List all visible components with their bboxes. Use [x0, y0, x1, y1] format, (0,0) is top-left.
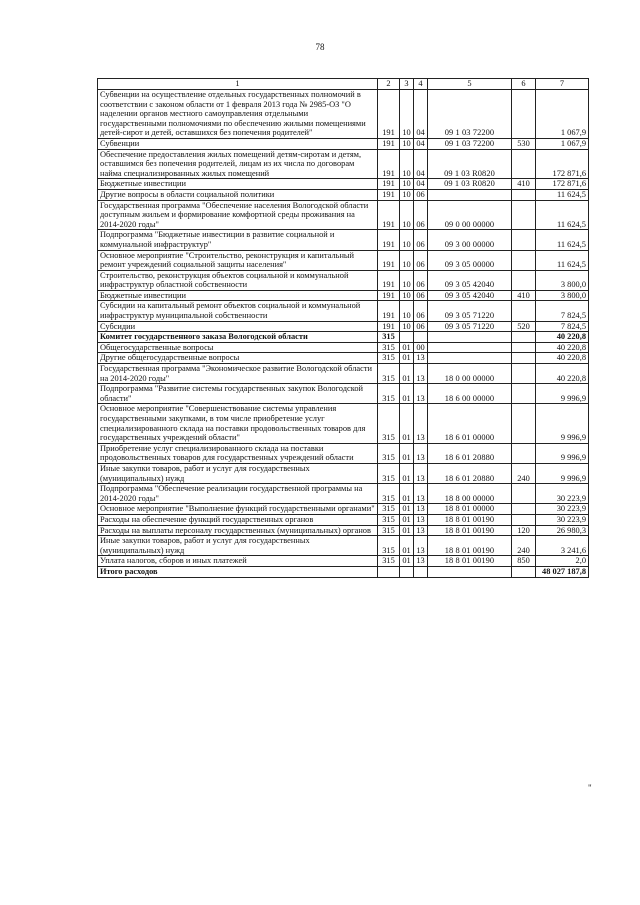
amount: 9 996,9: [536, 404, 589, 443]
table-row: [98, 364, 589, 384]
row-name: Приобретение услуг специализированного склада на поставки продовольственных товаров для государственных учреждений области: [98, 443, 378, 463]
table-row: [98, 443, 589, 463]
table-row: [98, 250, 589, 270]
amount: 3 800,0: [536, 290, 589, 301]
ministry-code: 191: [378, 90, 400, 139]
subsection-code: 04: [414, 179, 428, 190]
subsection-code: 00: [414, 342, 428, 353]
ministry-code: 191: [378, 138, 400, 149]
target-article-code: 09 3 05 71220: [428, 321, 512, 332]
ministry-code: 315: [378, 514, 400, 525]
subsection-code: 06: [414, 290, 428, 301]
row-name: Субвенции на осуществление отдельных государственных полномочий в соответствии с законом области от 1 февраля 2013 года № 2985-ОЗ "О наделении органов местного самоуправления отдельными государственными полномочиями по обеспечению жилыми помещениями детей-сирот и детей, оставшихся без попечения родителей": [98, 90, 378, 139]
section-code: 01: [400, 443, 414, 463]
table-row: [98, 484, 589, 504]
section-code: 01: [400, 404, 414, 443]
target-article-code: 09 1 03 R0820: [428, 149, 512, 179]
ministry-code: [378, 566, 400, 577]
expense-type-code: [512, 504, 536, 515]
amount: 9 996,9: [536, 384, 589, 404]
expense-type-code: 240: [512, 536, 536, 556]
ministry-code: 315: [378, 353, 400, 364]
section-code: 10: [400, 321, 414, 332]
target-article-code: 18 6 01 20880: [428, 463, 512, 483]
expense-type-code: [512, 200, 536, 230]
subsection-code: 06: [414, 301, 428, 321]
amount: 1 067,9: [536, 138, 589, 149]
subsection-code: 13: [414, 484, 428, 504]
subsection-code: 13: [414, 463, 428, 483]
row-name: Подпрограмма "Обеспечение реализации государственной программы на 2014-2020 годы": [98, 484, 378, 504]
row-name: Подпрограмма "Развитие системы государственных закупок Вологодской области": [98, 384, 378, 404]
row-name: Бюджетные инвестиции: [98, 290, 378, 301]
expense-type-code: [512, 443, 536, 463]
row-name: Основное мероприятие "Строительство, реконструкция и капитальный ремонт учреждений социальной защиты населения": [98, 250, 378, 270]
section-code: 01: [400, 514, 414, 525]
target-article-code: 18 8 00 00000: [428, 484, 512, 504]
section-code: 01: [400, 525, 414, 536]
subsection-code: 13: [414, 514, 428, 525]
target-article-code: 09 1 03 R0820: [428, 179, 512, 190]
subsection-code: 13: [414, 443, 428, 463]
target-article-code: 09 3 05 42040: [428, 290, 512, 301]
expense-type-code: [512, 301, 536, 321]
table-row: [98, 321, 589, 332]
closing-quote: ": [588, 783, 592, 793]
ministry-code: 315: [378, 443, 400, 463]
amount: 11 624,5: [536, 189, 589, 200]
amount: 7 824,5: [536, 301, 589, 321]
row-name: Субвенции: [98, 138, 378, 149]
section-code: 01: [400, 364, 414, 384]
ministry-code: 191: [378, 321, 400, 332]
expense-type-code: [512, 353, 536, 364]
amount: 30 223,9: [536, 514, 589, 525]
expense-type-code: [512, 189, 536, 200]
target-article-code: 18 8 01 00190: [428, 514, 512, 525]
expense-type-code: [512, 90, 536, 139]
expense-type-code: [512, 250, 536, 270]
budget-table: [97, 78, 589, 578]
ministry-code: 191: [378, 189, 400, 200]
section-code: 01: [400, 484, 414, 504]
target-article-code: 09 3 05 00000: [428, 250, 512, 270]
subsection-code: 04: [414, 138, 428, 149]
table-row: [98, 463, 589, 483]
row-name: Государственная программа "Экономическое развитие Вологодской области на 2014-2020 годы": [98, 364, 378, 384]
row-name: Уплата налогов, сборов и иных платежей: [98, 556, 378, 567]
target-article-code: 09 3 05 71220: [428, 301, 512, 321]
expense-type-code: [512, 404, 536, 443]
table-row: [98, 332, 589, 343]
subsection-code: 13: [414, 353, 428, 364]
amount: 3 241,6: [536, 536, 589, 556]
section-code: 01: [400, 463, 414, 483]
section-code: 01: [400, 536, 414, 556]
subsection-code: [414, 332, 428, 343]
subsection-code: 13: [414, 556, 428, 567]
target-article-code: 09 3 05 42040: [428, 270, 512, 290]
ministry-code: 191: [378, 270, 400, 290]
section-code: 01: [400, 342, 414, 353]
table-row: [98, 270, 589, 290]
row-name: Другие общегосударственные вопросы: [98, 353, 378, 364]
ministry-code: 315: [378, 332, 400, 343]
ministry-code: 315: [378, 536, 400, 556]
target-article-code: [428, 189, 512, 200]
column-number: 3: [400, 79, 414, 90]
ministry-code: 315: [378, 484, 400, 504]
table-row: [98, 290, 589, 301]
amount: 40 220,8: [536, 342, 589, 353]
expense-type-code: 410: [512, 179, 536, 190]
amount: 30 223,9: [536, 504, 589, 515]
ministry-code: 315: [378, 525, 400, 536]
subsection-code: 06: [414, 230, 428, 250]
row-name: Основное мероприятие "Совершенствование системы управления государственными закупками, в том числе приобретение услуг специализированного склада на поставки продовольственных товаров для государственных учреждений области": [98, 404, 378, 443]
table-row: [98, 556, 589, 567]
expense-type-code: [512, 332, 536, 343]
table-row: [98, 200, 589, 230]
amount: 26 980,3: [536, 525, 589, 536]
subsection-code: 13: [414, 364, 428, 384]
amount: 1 067,9: [536, 90, 589, 139]
table-row: [98, 514, 589, 525]
target-article-code: 18 6 00 00000: [428, 384, 512, 404]
section-code: 10: [400, 270, 414, 290]
section-code: 10: [400, 149, 414, 179]
column-number: 1: [98, 79, 378, 90]
ministry-code: 191: [378, 200, 400, 230]
subsection-code: 13: [414, 384, 428, 404]
subsection-code: 13: [414, 504, 428, 515]
table-row: [98, 179, 589, 190]
expense-type-code: [512, 342, 536, 353]
subsection-code: [414, 566, 428, 577]
table-row: [98, 149, 589, 179]
ministry-code: 315: [378, 384, 400, 404]
amount: 2,0: [536, 556, 589, 567]
table-row: [98, 536, 589, 556]
row-name: Строительство, реконструкция объектов социальной и коммунальной инфраструктур областной собственности: [98, 270, 378, 290]
amount: 11 624,5: [536, 250, 589, 270]
column-number: 5: [428, 79, 512, 90]
target-article-code: 18 8 01 00190: [428, 525, 512, 536]
section-code: 10: [400, 189, 414, 200]
expense-type-code: [512, 484, 536, 504]
section-code: 10: [400, 290, 414, 301]
column-number: 6: [512, 79, 536, 90]
expense-type-code: [512, 384, 536, 404]
table-row: [98, 230, 589, 250]
ministry-code: 315: [378, 504, 400, 515]
ministry-code: 191: [378, 230, 400, 250]
section-code: 10: [400, 179, 414, 190]
target-article-code: 18 8 01 00190: [428, 556, 512, 567]
ministry-code: 191: [378, 301, 400, 321]
section-code: 10: [400, 230, 414, 250]
table-row: [98, 353, 589, 364]
ministry-code: 315: [378, 463, 400, 483]
ministry-code: 315: [378, 556, 400, 567]
amount: 3 800,0: [536, 270, 589, 290]
row-name: Иные закупки товаров, работ и услуг для государственных (муниципальных) нужд: [98, 463, 378, 483]
subsection-code: 06: [414, 270, 428, 290]
subsection-code: 06: [414, 189, 428, 200]
subsection-code: 06: [414, 200, 428, 230]
ministry-code: 315: [378, 342, 400, 353]
row-name: Подпрограмма "Бюджетные инвестиции в развитие социальной и коммунальной инфраструктур": [98, 230, 378, 250]
section-code: 01: [400, 353, 414, 364]
ministry-code: 191: [378, 179, 400, 190]
target-article-code: 09 3 00 00000: [428, 230, 512, 250]
subsection-code: 06: [414, 321, 428, 332]
expense-type-code: 240: [512, 463, 536, 483]
section-code: 01: [400, 504, 414, 515]
row-name: Расходы на выплаты персоналу государственных (муниципальных) органов: [98, 525, 378, 536]
row-name: Субсидии на капитальный ремонт объектов социальной и коммунальной инфраструктур муниципальной собственности: [98, 301, 378, 321]
amount: 48 027 187,8: [536, 566, 589, 577]
table-row: [98, 384, 589, 404]
table-row: [98, 404, 589, 443]
table-row: [98, 301, 589, 321]
expense-type-code: [512, 230, 536, 250]
target-article-code: [428, 332, 512, 343]
expense-type-code: 530: [512, 138, 536, 149]
row-name: Расходы на обеспечение функций государственных органов: [98, 514, 378, 525]
ministry-code: 315: [378, 364, 400, 384]
target-article-code: 09 1 03 72200: [428, 90, 512, 139]
amount: 7 824,5: [536, 321, 589, 332]
table-row: [98, 138, 589, 149]
row-name: Другие вопросы в области социальной политики: [98, 189, 378, 200]
amount: 30 223,9: [536, 484, 589, 504]
subsection-code: 13: [414, 404, 428, 443]
section-code: 01: [400, 384, 414, 404]
subsection-code: 04: [414, 149, 428, 179]
page-number: 78: [315, 42, 325, 52]
row-name: Комитет государственного заказа Вологодской области: [98, 332, 378, 343]
target-article-code: 09 1 03 72200: [428, 138, 512, 149]
expense-type-code: [512, 270, 536, 290]
row-name: Государственная программа "Обеспечение населения Вологодской области доступным жильем и формирование комфортной среды проживания на 2014-2020 годы": [98, 200, 378, 230]
row-name: Основное мероприятие "Выполнение функций государственными органами": [98, 504, 378, 515]
amount: 172 871,6: [536, 149, 589, 179]
row-name: Общегосударственные вопросы: [98, 342, 378, 353]
column-number: 7: [536, 79, 589, 90]
subsection-code: 06: [414, 250, 428, 270]
table-row: [98, 189, 589, 200]
table-body: [98, 90, 589, 578]
amount: 9 996,9: [536, 443, 589, 463]
section-code: [400, 566, 414, 577]
table-row: [98, 90, 589, 139]
section-code: 10: [400, 301, 414, 321]
column-number: 2: [378, 79, 400, 90]
target-article-code: 18 6 01 00000: [428, 404, 512, 443]
row-name: Бюджетные инвестиции: [98, 179, 378, 190]
ministry-code: 191: [378, 290, 400, 301]
expense-type-code: 520: [512, 321, 536, 332]
row-name: Итого расходов: [98, 566, 378, 577]
target-article-code: 18 0 00 00000: [428, 364, 512, 384]
target-article-code: 09 0 00 00000: [428, 200, 512, 230]
expense-type-code: 410: [512, 290, 536, 301]
ministry-code: 191: [378, 149, 400, 179]
subsection-code: 13: [414, 525, 428, 536]
section-code: 10: [400, 90, 414, 139]
amount: 11 624,5: [536, 200, 589, 230]
amount: 11 624,5: [536, 230, 589, 250]
target-article-code: 18 8 01 00000: [428, 504, 512, 515]
table-row: [98, 525, 589, 536]
section-code: 10: [400, 138, 414, 149]
row-name: Иные закупки товаров, работ и услуг для государственных (муниципальных) нужд: [98, 536, 378, 556]
amount: 9 996,9: [536, 463, 589, 483]
expense-type-code: [512, 514, 536, 525]
expense-type-code: [512, 566, 536, 577]
table-row: [98, 566, 589, 577]
amount: 40 220,8: [536, 332, 589, 343]
table-row: [98, 504, 589, 515]
expense-type-code: [512, 364, 536, 384]
section-code: 01: [400, 556, 414, 567]
amount: 40 220,8: [536, 364, 589, 384]
amount: 172 871,6: [536, 179, 589, 190]
target-article-code: 18 6 01 20880: [428, 443, 512, 463]
ministry-code: 315: [378, 404, 400, 443]
table-row: [98, 342, 589, 353]
column-number-row: [98, 79, 589, 90]
amount: 40 220,8: [536, 353, 589, 364]
expense-type-code: [512, 149, 536, 179]
target-article-code: [428, 342, 512, 353]
row-name: Обеспечение предоставления жилых помещений детям-сиротам и детям, оставшимся без попечения родителей, лицам из их числа по договорам найма специализированных жилых помещений: [98, 149, 378, 179]
expense-type-code: 850: [512, 556, 536, 567]
row-name: Субсидии: [98, 321, 378, 332]
expense-type-code: 120: [512, 525, 536, 536]
subsection-code: 04: [414, 90, 428, 139]
ministry-code: 191: [378, 250, 400, 270]
target-article-code: 18 8 01 00190: [428, 536, 512, 556]
section-code: 10: [400, 250, 414, 270]
section-code: [400, 332, 414, 343]
subsection-code: 13: [414, 536, 428, 556]
target-article-code: [428, 353, 512, 364]
column-number: 4: [414, 79, 428, 90]
target-article-code: [428, 566, 512, 577]
section-code: 10: [400, 200, 414, 230]
